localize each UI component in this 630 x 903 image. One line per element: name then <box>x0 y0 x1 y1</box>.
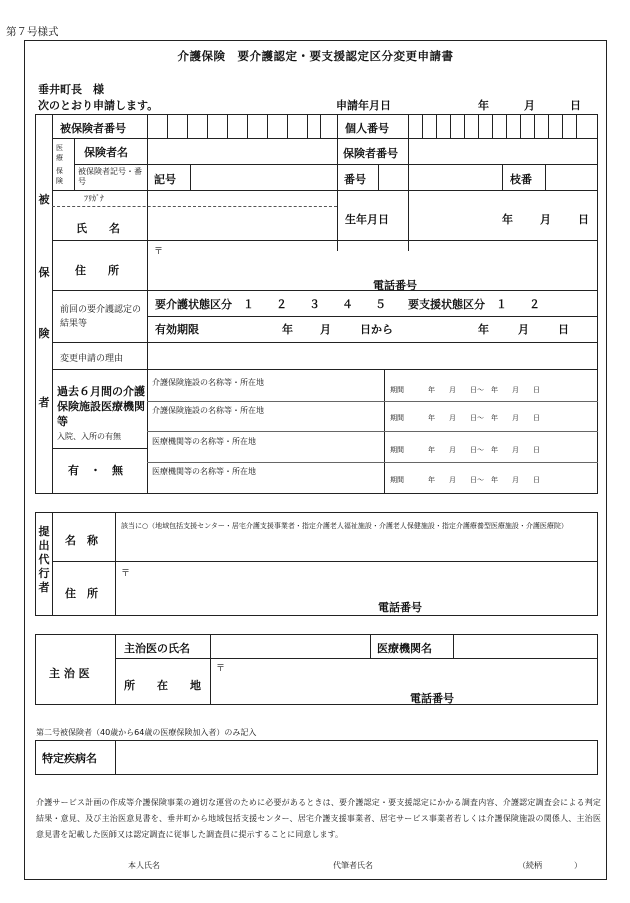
medical-insurance-side-4: 険 <box>56 177 63 185</box>
insurer-number-label: 保険者番号 <box>343 147 398 160</box>
doctor-address-label: 所 在 地 <box>124 679 201 692</box>
address-postal-mark: 〒 <box>154 247 164 257</box>
care-level-scale: 要介護状態区分 １ ２ ３ ４ ５ 要支援状態区分 １ ２ <box>155 298 540 311</box>
agent-side-char-1: 提 <box>38 525 50 538</box>
application-year: 年 <box>478 99 489 112</box>
symbol-label: 記号 <box>154 173 176 186</box>
facility-2-period-label: 期間 <box>390 414 404 422</box>
secondary-insured-note: 第二号被保険者（40歳から64歳の医療保険加入者）のみ記入 <box>36 728 257 737</box>
birth-date-label: 生年月日 <box>345 213 389 226</box>
medical-2-name-label: 医療機関等の名称等・所在地 <box>152 467 256 476</box>
birth-year: 年 <box>502 213 513 226</box>
medical-2-period-label: 期間 <box>390 476 404 484</box>
valid-from-day: 日から <box>360 323 393 336</box>
facility-history-label: 過去６月間の介護保険施設医療機関等 <box>57 385 145 428</box>
agent-postal-mark: 〒 <box>121 569 131 579</box>
medical-1-period-label: 期間 <box>390 446 404 454</box>
application-lead: 次のとおり申請します。 <box>38 99 159 112</box>
form-number: 第７号様式 <box>6 26 59 38</box>
facility-1-period-label: 期間 <box>390 386 404 394</box>
specific-disease-row <box>35 740 598 775</box>
medical-insurance-side-3: 保 <box>56 167 63 175</box>
facility-1-name-label: 介護保険施設の名称等・所在地 <box>152 378 264 387</box>
furigana-label: ﾌﾘｶﾞﾅ <box>84 194 104 203</box>
doctor-institution-label: 医療機関名 <box>377 642 432 655</box>
previous-result-label: 前回の要介護認定の結果等 <box>60 305 142 329</box>
relation-label: （続柄 ） <box>518 861 582 870</box>
medical-2-period-range: 年 月 日～ 年 月 日 <box>428 476 540 484</box>
valid-from-year: 年 <box>282 323 293 336</box>
doctor-postal-mark: 〒 <box>216 664 226 674</box>
doctor-name-label: 主治医の氏名 <box>124 642 190 655</box>
facility-2-period-range: 年 月 日～ 年 月 日 <box>428 414 540 422</box>
medical-insurance-side-1: 医 <box>56 144 63 152</box>
admission-label: 入院、入所の有無 <box>57 432 121 441</box>
name-label: 氏 名 <box>76 222 120 235</box>
insured-side-char-4: 者 <box>38 396 50 409</box>
insured-side-char-2: 保 <box>38 266 50 279</box>
proxy-name-label: 代筆者氏名 <box>333 861 373 870</box>
valid-from-month: 月 <box>320 323 331 336</box>
doctor-section-label: 主 治 医 <box>49 667 90 680</box>
birth-day: 日 <box>578 213 589 226</box>
facility-1-period-range: 年 月 日～ 年 月 日 <box>428 386 540 394</box>
medical-1-name-label: 医療機関等の名称等・所在地 <box>152 437 256 446</box>
valid-period-label: 有効期限 <box>155 323 199 336</box>
addressee: 垂井町長 様 <box>38 83 104 96</box>
medical-1-period-range: 年 月 日～ 年 月 日 <box>428 446 540 454</box>
insurer-name-label: 保険者名 <box>84 146 128 159</box>
agent-name-label: 名 称 <box>65 534 98 547</box>
self-name-label: 本人氏名 <box>128 861 160 870</box>
branch-label: 枝番 <box>510 173 532 186</box>
specific-disease-label: 特定疾病名 <box>42 752 97 765</box>
admission-yes-no: 有 ・ 無 <box>68 464 123 477</box>
birth-month: 月 <box>540 213 551 226</box>
number-label: 番号 <box>344 173 366 186</box>
agent-side-char-3: 代 <box>38 553 50 566</box>
agent-phone-label: 電話番号 <box>378 601 422 614</box>
address-label: 住 所 <box>75 264 119 277</box>
valid-to-month: 月 <box>518 323 529 336</box>
form-title: 介護保険 要介護認定・要支援認定区分変更申請書 <box>177 49 454 63</box>
doctor-section <box>35 634 598 705</box>
valid-to-year: 年 <box>478 323 489 336</box>
valid-to-day: 日 <box>558 323 569 336</box>
agent-side-char-2: 出 <box>38 539 50 552</box>
agent-side-char-5: 者 <box>38 581 50 594</box>
agent-address-label: 住 所 <box>65 587 98 600</box>
facility-2-name-label: 介護保険施設の名称等・所在地 <box>152 406 264 415</box>
insured-number-label: 被保険者番号 <box>60 122 126 135</box>
agent-side-char-4: 行 <box>38 567 50 580</box>
change-reason-label: 変更申請の理由 <box>60 354 124 364</box>
agent-name-note: 該当に○（地域包括支援センター・居宅介護支援事業者・指定介護老人福祉施設・介護老人保健施設・指定介護療養型医療施設・介護医療院） <box>121 522 568 530</box>
consent-text: 介護サービス計画の作成等介護保険事業の適切な運営のために必要があるときは、要介護認定・要支援認定にかかる調査内容、介護認定調査会による判定結果・意見、及び主治医意見書を、垂井町から地域包括支援センター、居宅介護支援事業者、居宅サービス事業者若しくは介護保険施設の関係人、主治医意見書を記載した医師又は認定調査に従事した調査員に提示することに同意します。 <box>36 798 601 839</box>
doctor-phone-label: 電話番号 <box>410 692 454 705</box>
application-month: 月 <box>524 99 535 112</box>
application-date-label: 申請年月日 <box>336 99 391 112</box>
application-day: 日 <box>570 99 581 112</box>
insured-side-char-3: 険 <box>38 327 50 340</box>
insured-card-label: 被保険者記号・番号 <box>78 167 142 186</box>
personal-number-label: 個人番号 <box>345 122 389 135</box>
insured-side-char-1: 被 <box>38 193 50 206</box>
address-phone-label: 電話番号 <box>373 279 417 292</box>
medical-insurance-side-2: 療 <box>56 154 63 162</box>
